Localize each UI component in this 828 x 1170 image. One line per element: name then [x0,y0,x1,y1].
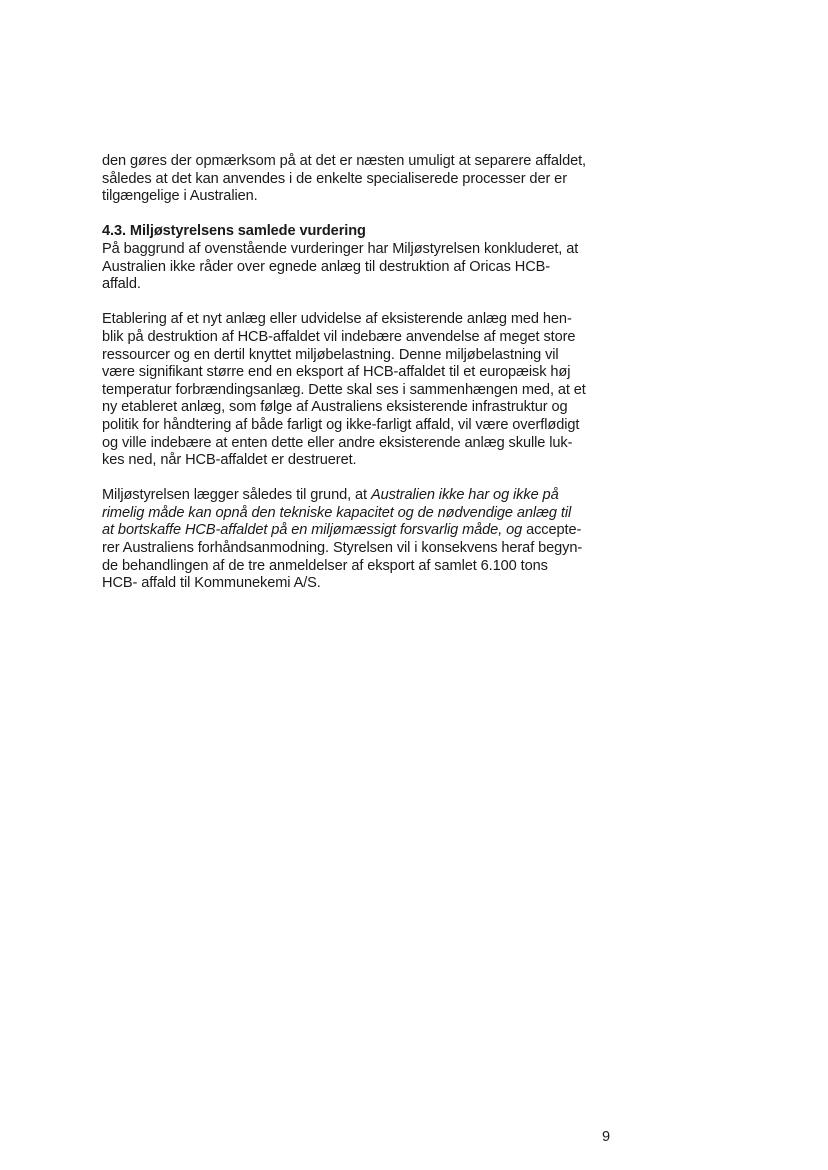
text-line: kes ned, når HCB-affaldet er destrueret. [102,452,357,469]
text-line: ressourcer og en dertil knyttet miljøbelastning. Denne miljøbelastning vil [102,346,559,363]
text-line: temperatur forbrændingsanlæg. Dette skal ses i sammenhængen med, at et [102,381,586,398]
text-line [102,487,622,505]
text-line: og ville indebære at enten dette eller andre eksisterende anlæg skulle luk- [102,434,573,451]
text-line [102,522,622,540]
text-line: den gøres der opmærksom på at det er næsten umuligt at separere affaldet, [102,153,587,169]
page-body [102,153,622,593]
conclusion-tail: accepte- [522,522,582,539]
text-line: blik på destruktion af HCB-affaldet vil indebære anvendelse af meget store [102,328,576,345]
text-line: være signifikant større end en eksport af HCB-affaldet til et europæisk høj [102,364,571,381]
text-line: politik for håndtering af både farligt og ikke-farligt affald, vil være overflødigt [102,416,580,433]
text-line: Australien ikke råder over egnede anlæg til destruktion af Oricas HCB- [102,258,551,275]
text-line: ny etableret anlæg, som følge af Australiens eksisterende infrastruktur og [102,399,568,416]
conclusion-italic: at bortskaffe HCB-affaldet på en miljømæssigt forsvarlig måde, og [102,522,523,539]
text-line: de behandlingen af de tre anmeldelser af eksport af samlet 6.100 tons [102,557,548,574]
section-paragraph [102,241,622,294]
conclusion-italic: Australien ikke har og ikke på [370,487,559,504]
text-line: På baggrund af ovenstående vurderinger har Miljøstyrelsen konkluderet, at [102,240,579,257]
intro-paragraph [102,153,622,206]
section-heading: 4.3. Miljøstyrelsens samlede vurdering [102,223,366,240]
text-line: rimelig måde kan opnå den tekniske kapacitet og de nødvendige anlæg til [102,504,572,521]
etablering-paragraph [102,311,622,469]
conclusion-paragraph [102,487,622,593]
text-line: således at det kan anvendes i de enkelte specialiserede processer der er [102,170,567,187]
text-line: Etablering af et nyt anlæg eller udvidelse af eksisterende anlæg med hen- [102,311,572,328]
text-line: rer Australiens forhåndsanmodning. Styrelsen vil i konsekvens heraf begyn- [102,540,583,557]
text-line: HCB- affald til Kommunekemi A/S. [102,575,321,592]
conclusion-lead: Miljøstyrelsen lægger således til grund, at [102,487,371,504]
page-number: 9 [602,1129,611,1145]
text-line: tilgængelige i Australien. [102,188,258,205]
text-line: affald. [102,276,141,293]
